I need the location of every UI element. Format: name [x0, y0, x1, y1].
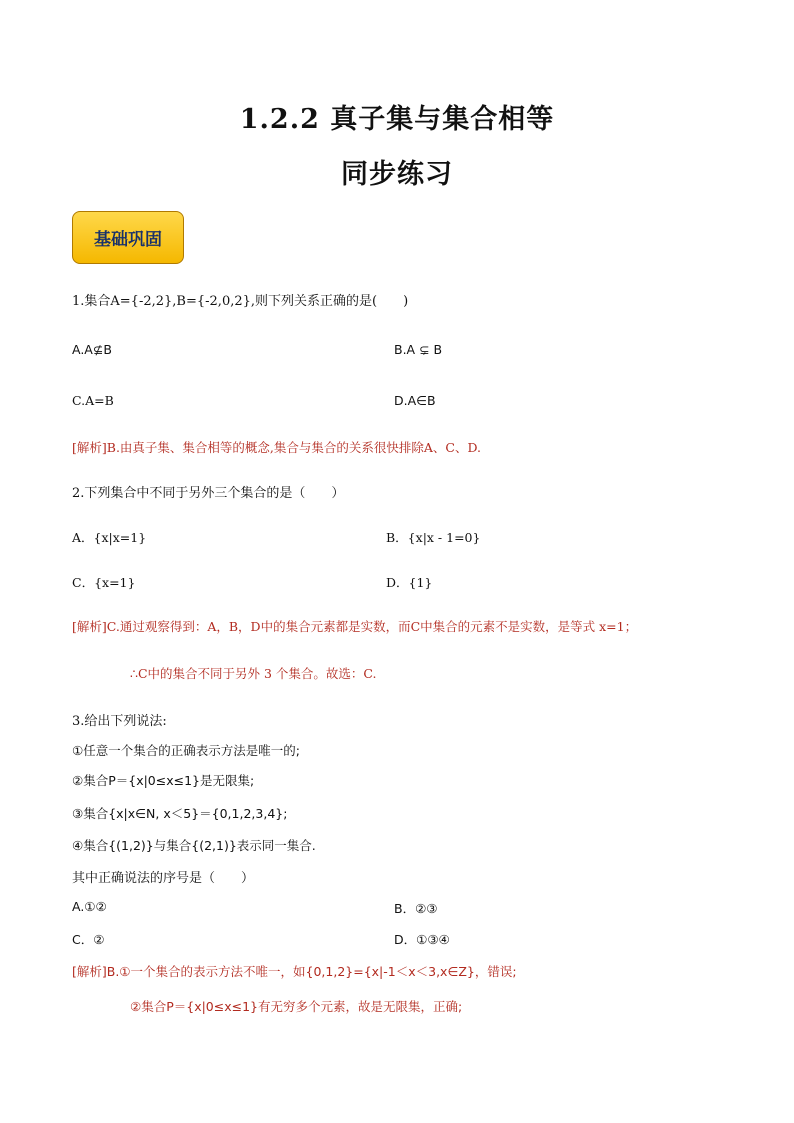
q3-statement-3: ③集合{x|x∈N, x＜5}＝{0,1,2,3,4}; — [72, 806, 288, 821]
q2-analysis-line2: ∴C中的集合不同于另外 3 个集合。故选：C. — [130, 666, 377, 681]
q2-option-c: C．{x=1} — [72, 575, 136, 590]
q3-stem: 3.给出下列说法: — [72, 714, 167, 729]
q1-stem: 1.集合A={-2,2},B={-2,0,2},则下列关系正确的是( ) — [72, 294, 409, 309]
q3-statement-4: ④集合{(1,2)}与集合{(2,1)}表示同一集合. — [72, 838, 316, 853]
q3-analysis-line2: ②集合P＝{x|0≤x≤1}有无穷多个元素，故是无限集，正确; — [130, 999, 463, 1014]
q2-option-a: A．{x|x=1} — [72, 530, 147, 545]
q2-option-d: D．{1} — [386, 575, 433, 590]
q3-option-c: C．② — [72, 932, 105, 947]
page-title: 1.2.2 真子集与集合相等 — [239, 104, 555, 135]
q2-stem: 2.下列集合中不同于另外三个集合的是（ ） — [72, 486, 345, 501]
q1-option-c: C.A=B — [72, 393, 114, 408]
q2-analysis-line1: [解析]C.通过观察得到：A，B，D中的集合元素都是实数，而C中集合的元素不是实数，是等式 x=1； — [72, 619, 638, 634]
page-subtitle: 同步练习 — [341, 159, 453, 190]
q3-option-d: D．①③④ — [394, 932, 450, 947]
q1-analysis: [解析]B.由真子集、集合相等的概念,集合与集合的关系很快排除A、C、D. — [72, 440, 482, 455]
q1-option-a: A.A⊈B — [72, 342, 112, 357]
q2-option-b: B．{x|x - 1=0} — [386, 530, 481, 545]
q3-analysis-line1: [解析]B.①一个集合的表示方法不唯一，如{0,1,2}={x|-1＜x＜3,x∈Z}，错误; — [72, 964, 517, 979]
q3-option-b: B．②③ — [394, 901, 438, 916]
q1-option-d: D.A∈B — [394, 393, 436, 408]
q3-statement-1: ①任意一个集合的正确表示方法是唯一的; — [72, 743, 300, 758]
section-badge: 基础巩固 — [72, 211, 184, 264]
q3-statement-2: ②集合P＝{x|0≤x≤1}是无限集; — [72, 773, 255, 788]
q3-prompt: 其中正确说法的序号是（ ） — [72, 871, 255, 886]
q1-option-b: B.A ⊊ B — [394, 342, 443, 357]
q3-option-a: A.①② — [72, 899, 107, 914]
